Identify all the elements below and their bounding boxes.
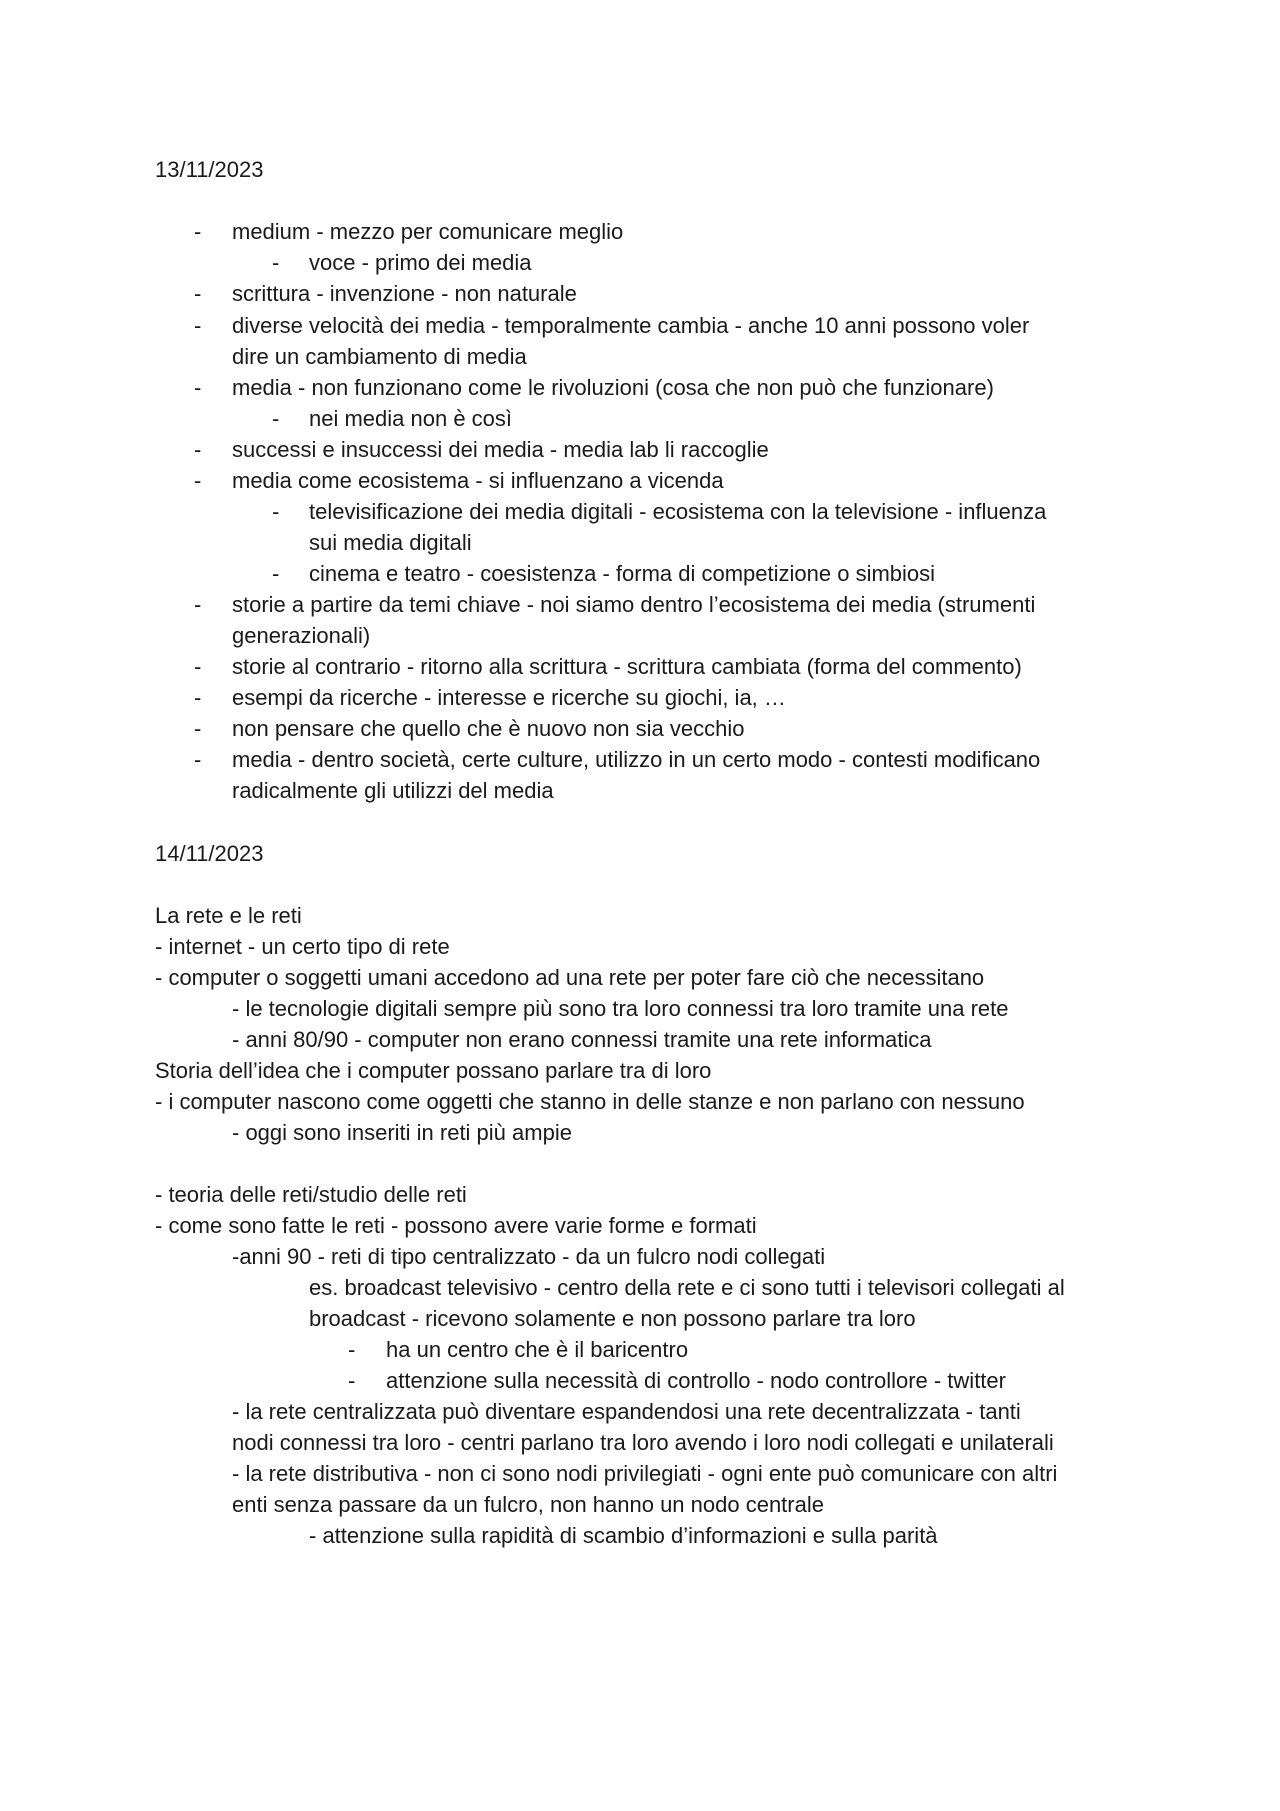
note-line: - la rete distributiva - non ci sono nodi privilegiati - ogni ente può comunicare con altri [232,1461,1058,1486]
date-heading-2: 14/11/2023 [155,841,264,866]
list-item: non pensare che quello che è nuovo non sia vecchio [232,716,745,741]
note-line: es. broadcast televisivo - centro della rete e ci sono tutti i televisori collegati al [309,1275,1065,1300]
bullet-dash: - [348,1337,356,1362]
bullet-dash: - [348,1368,356,1393]
note-line: - attenzione sulla rapidità di scambio d’informazioni e sulla parità [309,1523,938,1548]
note-line: broadcast - ricevono solamente e non possono parlare tra loro [309,1306,916,1331]
list-item-continuation: dire un cambiamento di media [232,344,527,369]
list-item: storie a partire da temi chiave - noi siamo dentro l’ecosistema dei media (strumenti [232,592,1036,617]
note-line: - anni 80/90 - computer non erano connessi tramite una rete informatica [232,1027,932,1052]
note-line: nodi connessi tra loro - centri parlano tra loro avendo i loro nodi collegati e unilaterali [232,1430,1054,1455]
list-item: media - dentro società, certe culture, utilizzo in un certo modo - contesti modificano [232,747,1041,772]
list-item: media come ecosistema - si influenzano a vicenda [232,468,724,493]
list-item: successi e insuccessi dei media - media lab li raccoglie [232,437,769,462]
note-line: attenzione sulla necessità di controllo - nodo controllore - twitter [386,1368,1006,1393]
list-item: storie al contrario - ritorno alla scrittura - scrittura cambiata (forma del commento) [232,654,1022,679]
list-item-continuation: radicalmente gli utilizzi del media [232,778,554,803]
list-item: diverse velocità dei media - temporalmente cambia - anche 10 anni possono voler [232,313,1030,338]
list-item: media - non funzionano come le rivoluzioni (cosa che non può che funzionare) [232,375,994,400]
bullet-dash: - [194,685,202,710]
bullet-dash: - [272,250,280,275]
bullet-dash: - [272,406,280,431]
list-item: televisificazione dei media digitali - ecosistema con la televisione - influenza [309,499,1047,524]
bullet-dash: - [272,499,280,524]
note-line: ha un centro che è il baricentro [386,1337,689,1362]
list-item: esempi da ricerche - interesse e ricerche su giochi, ia, … [232,685,786,710]
list-item: medium - mezzo per comunicare meglio [232,219,624,244]
bullet-dash: - [194,468,202,493]
bullet-dash: - [194,375,202,400]
list-item-continuation: sui media digitali [309,530,472,555]
bullet-dash: - [194,716,202,741]
note-line: enti senza passare da un fulcro, non hanno un nodo centrale [232,1492,824,1517]
list-item-continuation: generazionali) [232,623,371,648]
bullet-dash: - [194,219,202,244]
note-line: - la rete centralizzata può diventare espandendosi una rete decentralizzata - tanti [232,1399,1021,1424]
note-line: - oggi sono inseriti in reti più ampie [232,1120,572,1145]
bullet-dash: - [194,313,202,338]
note-line: - teoria delle reti/studio delle reti [155,1182,467,1207]
list-item: nei media non è così [309,406,513,431]
note-line: -anni 90 - reti di tipo centralizzato - da un fulcro nodi collegati [232,1244,826,1269]
bullet-dash: - [194,281,202,306]
list-item: voce - primo dei media [309,250,532,275]
note-line: Storia dell’idea che i computer possano parlare tra di loro [155,1058,712,1083]
note-line: - le tecnologie digitali sempre più sono tra loro connessi tra loro tramite una rete [232,996,1009,1021]
note-line: - come sono fatte le reti - possono avere varie forme e formati [155,1213,757,1238]
note-line: - i computer nascono come oggetti che stanno in delle stanze e non parlano con nessuno [155,1089,1025,1114]
list-item: cinema e teatro - coesistenza - forma di competizione o simbiosi [309,561,936,586]
bullet-dash: - [194,437,202,462]
note-line: - computer o soggetti umani accedono ad una rete per poter fare ciò che necessitano [155,965,985,990]
bullet-dash: - [194,592,202,617]
note-line: - internet - un certo tipo di rete [155,934,450,959]
bullet-dash: - [194,747,202,772]
bullet-dash: - [194,654,202,679]
bullet-dash: - [272,561,280,586]
section-title: La rete e le reti [155,903,302,928]
list-item: scrittura - invenzione - non naturale [232,281,577,306]
date-heading-1: 13/11/2023 [155,157,264,182]
